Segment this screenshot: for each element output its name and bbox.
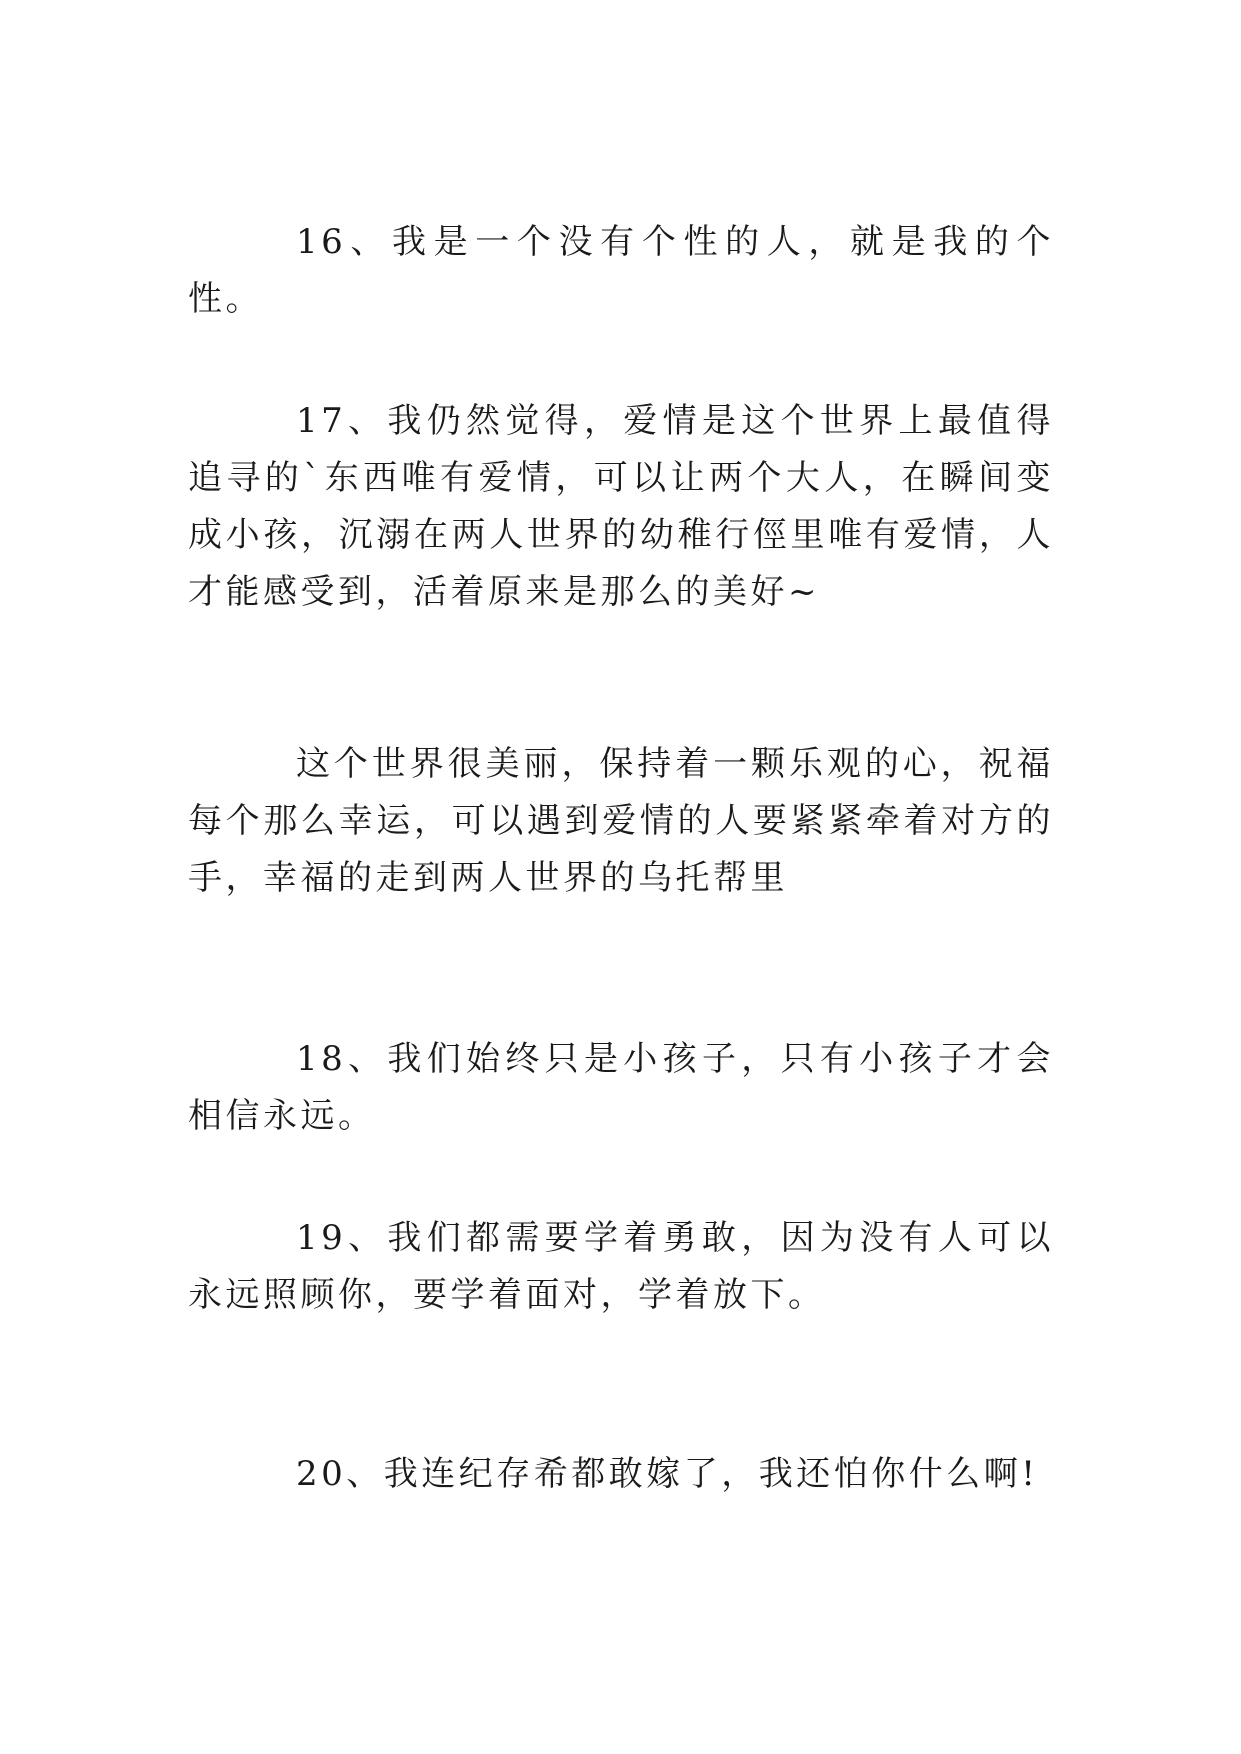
paragraph-17-continued: 这个世界很美丽，保持着一颗乐观的心，祝福每个那么幸运，可以遇到爱情的人要紧紧牵着对方的手，幸福的走到两人世界的乌托帮里 bbox=[188, 744, 1054, 898]
paragraph-18: 18、我们始终只是小孩子，只有小孩子才会相信永远。 bbox=[188, 1039, 1054, 1136]
paragraph-20: 20、我连纪存希都敢嫁了，我还怕你什么啊! bbox=[296, 1454, 1039, 1494]
paragraph-19: 19、我们都需要学着勇敢，因为没有人可以永远照顾你，要学着面对，学着放下。 bbox=[188, 1218, 1054, 1315]
paragraph-16: 16、我是一个没有个性的人，就是我的个性。 bbox=[188, 222, 1054, 319]
paragraph-17: 17、我仍然觉得，爱情是这个世界上最值得追寻的`东西唯有爱情，可以让两个大人，在瞬间变成小孩，沉溺在两人世界的幼稚行俓里唯有爱情，人才能感受到，活着原来是那么的美好~ bbox=[188, 401, 1054, 612]
